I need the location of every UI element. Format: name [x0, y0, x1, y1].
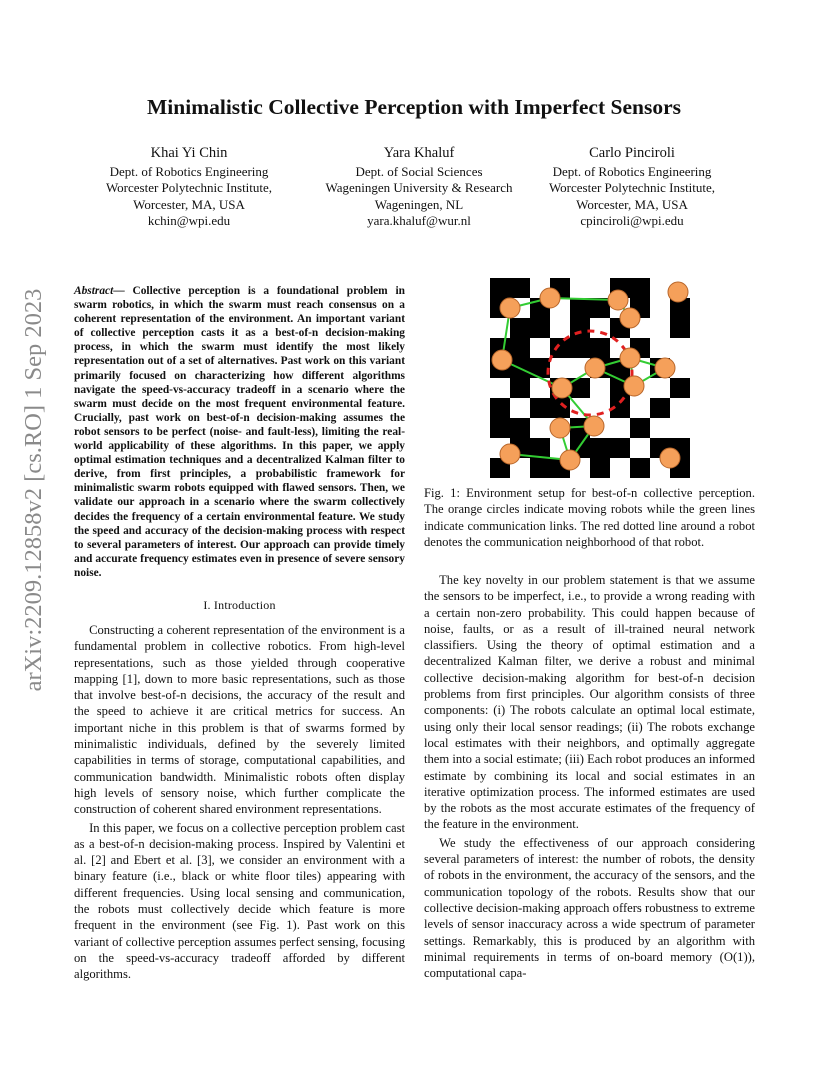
author-affiliation: Dept. of Social Sciences	[355, 164, 483, 180]
floor-tile-black	[570, 338, 590, 358]
right-column-body	[424, 572, 755, 981]
floor-tile-black	[670, 378, 690, 398]
robot	[552, 378, 572, 398]
author-block-2	[304, 145, 534, 229]
floor-tile-black	[510, 378, 530, 398]
paper-title: Minimalistic Collective Perception with Imperfect Sensors	[147, 95, 681, 119]
floor-tile-black	[670, 318, 690, 338]
robot	[660, 448, 680, 468]
arxiv-stamp: arXiv:2209.12858v2 [cs.RO] 1 Sep 2023	[20, 288, 47, 692]
author-affiliation: Dept. of Robotics Engineering	[109, 164, 269, 180]
robot	[540, 288, 560, 308]
floor-tile-black	[590, 438, 610, 458]
author-institution: Wageningen University & Research	[325, 180, 513, 196]
floor-tile-black	[510, 338, 530, 358]
robot	[560, 450, 580, 470]
author-location: Worcester, MA, USA	[576, 196, 688, 212]
floor-tile-black	[630, 458, 650, 478]
robot	[500, 444, 520, 464]
floor-tile-black	[550, 398, 570, 418]
author-institution: Worcester Polytechnic Institute,	[105, 180, 273, 196]
author-block-1	[94, 145, 284, 229]
floor-tile-black	[590, 338, 610, 358]
floor-tile-black	[550, 338, 570, 358]
environment-figure	[490, 278, 690, 478]
floor-tile-black	[510, 318, 530, 338]
abstract: Abstract— Collective perception is a foundational problem in swarm robotics, in which the swarm must reach consensus on a coherent representation of the environment. An important variant of collective perception casts it as a best-of-n decision-making process, in which the swarm must identify the most likely representation out of a set of alternatives. Past work on this variant primarily focused on characterizing how different algorithms navigate the speed-vs-accuracy tradeoff in a scenario where the swarm must decide on the most frequent environmental feature. Crucially, past work on best-of-n decision-making assumes the robot sensors to be perfect (noise- and fault-less), limiting the real-world applicability of these algorithms. In this paper, we apply optimal estimation techniques and a decentralized Kalman filter to derive, from first principles, a probabilistic framework for minimalistic swarm robots equipped with flawed sensors. Then, we validate our approach in a scenario where the swarm collectively decides the frequency of a certain environmental feature. We study the speed and accuracy of the decision-making process with respect to several parameters of interest. Our approach can provide timely and accurate frequency estimates even in presence of severe sensory noise.	[74, 285, 405, 579]
author-block-3	[534, 145, 730, 229]
author-email: yara.khaluf@wur.nl	[367, 212, 471, 228]
author-name: Yara Khaluf	[383, 145, 455, 161]
robot	[492, 350, 512, 370]
paragraph: We study the effectiveness of our approach considering several parameters of interest: the number of robots, the density of robots in the environment, the accuracy of the sensors, and the communication topology of the robots. Results show that our collective decision-making approach offers robustness to extreme levels of sensor inaccuracy across a wide spectrum of parameter settings. Remarkably, this is produced by an algorithm with minimal requirements in terms of on-board memory (O(1)), computational capa-	[424, 835, 755, 981]
robot	[624, 376, 644, 396]
floor-tile-black	[530, 438, 550, 458]
author-email: kchin@wpi.edu	[147, 212, 231, 228]
robot	[584, 416, 604, 436]
floor-tile-black	[530, 318, 550, 338]
robot	[585, 358, 605, 378]
author-location: Worcester, MA, USA	[133, 196, 245, 212]
floor-tile-black	[510, 418, 530, 438]
floor-tile-black	[590, 298, 610, 318]
paragraph: Constructing a coherent representation of the environment is a fundamental problem in collective robotics. From high-level representations, such as those yielded through cooperative mapping [1], down to more basic representations, such as those that involve best-of-n decisions, the accuracy of the result and the speed to achieve it are critical metrics for success. An important niche in this problem is that of swarms formed by minimalistic individuals, defined by the severely limited capabilities in terms of storage, computational capabilities, and communication bandwidth. Minimalistic robots often display high levels of sensory noise, which further complicate the construction of coherent shared environment representations.	[74, 623, 405, 817]
abstract-label: Abstract	[74, 285, 114, 297]
floor-tile-black	[490, 278, 510, 298]
robot	[500, 298, 520, 318]
floor-tile-black	[530, 458, 550, 478]
abstract-text: Collective perception is a foundational problem in swarm robotics, in which the swarm must reach consensus on a coherent representation of the environment. An important variant of collective perception casts it as a best-of-n decision-making process, in which the swarm must identify the most likely representation out of a set of alternatives. Past work on this variant primarily focused on characterizing how different algorithms navigate the speed-vs-accuracy tradeoff in a scenario where the swarm must decide on the most frequent environmental feature. Crucially, past work on best-of-n decision-making assumes the robot sensors to be perfect (noise- and fault-less), limiting the real-world applicability of these algorithms. In this paper, we apply optimal estimation techniques and a decentralized Kalman filter to derive, from first principles, a probabilistic framework for minimalistic swarm robots equipped with flawed sensors. Then, we validate our approach in a scenario where the swarm collectively decides the frequency of a certain environmental feature. We study the speed and accuracy of the decision-making process with respect to several parameters of interest. Our approach can provide timely and accurate frequency estimates even in presence of severe sensory noise.	[74, 285, 405, 579]
floor-tile-black	[610, 438, 630, 458]
figure-caption: Fig. 1: Environment setup for best-of-n collective perception. The orange circles indicate moving robots while the green lines indicate communication links. The red dotted line around a robot denotes the communication neighborhood of that robot.	[424, 486, 755, 549]
floor-tile-black	[630, 278, 650, 298]
floor-tile-black	[650, 398, 670, 418]
floor-tile-black	[570, 318, 590, 338]
floor-tile-black	[630, 418, 650, 438]
floor-tile-black	[530, 398, 550, 418]
author-name: Khai Yi Chin	[150, 145, 228, 161]
floor-tile-black	[510, 278, 530, 298]
author-location: Wageningen, NL	[374, 196, 464, 212]
author-affiliation: Dept. of Robotics Engineering	[552, 164, 712, 180]
left-column-body	[74, 622, 405, 983]
floor-tile-black	[590, 458, 610, 478]
floor-tile-black	[490, 418, 510, 438]
robot	[620, 348, 640, 368]
robot	[655, 358, 675, 378]
robot	[668, 282, 688, 302]
robot	[550, 418, 570, 438]
author-institution: Worcester Polytechnic Institute,	[548, 180, 716, 196]
floor-tile-black	[570, 298, 590, 318]
paragraph: In this paper, we focus on a collective perception problem cast as a best-of-n decision-making process. Inspired by Valentini et al. [2] and Ebert et al. [3], we consider an environment with a binary feature (i.e., black or white floor tiles) appearing with different frequencies. Using local sensing and communication, the robots must collectively decide which feature is more frequent in the environment (see Fig. 1). Past work on this variant of collective perception assumes perfect sensing, focusing on the speed-vs-accuracy tradeoff afforded by different algorithms.	[74, 820, 405, 982]
robot	[608, 290, 628, 310]
author-name: Carlo Pinciroli	[589, 145, 675, 161]
author-email: cpinciroli@wpi.edu	[580, 212, 684, 228]
robot	[620, 308, 640, 328]
paragraph: The key novelty in our problem statement is that we assume the sensors to be imperfect, i.e., to provide a wrong reading with a certain non-zero probability. This could happen because of noise, faults, or as a result of ill-trained neural network classifiers. Using the theory of optimal estimation and a decentralized Kalman filter, we derive a robust and minimal collective decision-making algorithm for best-of-n decision problems from first principles. Our algorithm consists of three components: (i) The robots calculate an optimal local estimate, using only their local sensor readings; (ii) The robots exchange local estimates with their neighbors, and optimally aggregate them into a social estimate; (iii) Each robot produces an informed estimate by combining its local and social estimates in an iterative optimization process. The informed estimates are used by the robots as the most accurate estimates of the frequency of the feature in the environment.	[424, 573, 755, 832]
floor-tile-black	[490, 398, 510, 418]
section-heading: I. Introduction	[203, 598, 276, 612]
